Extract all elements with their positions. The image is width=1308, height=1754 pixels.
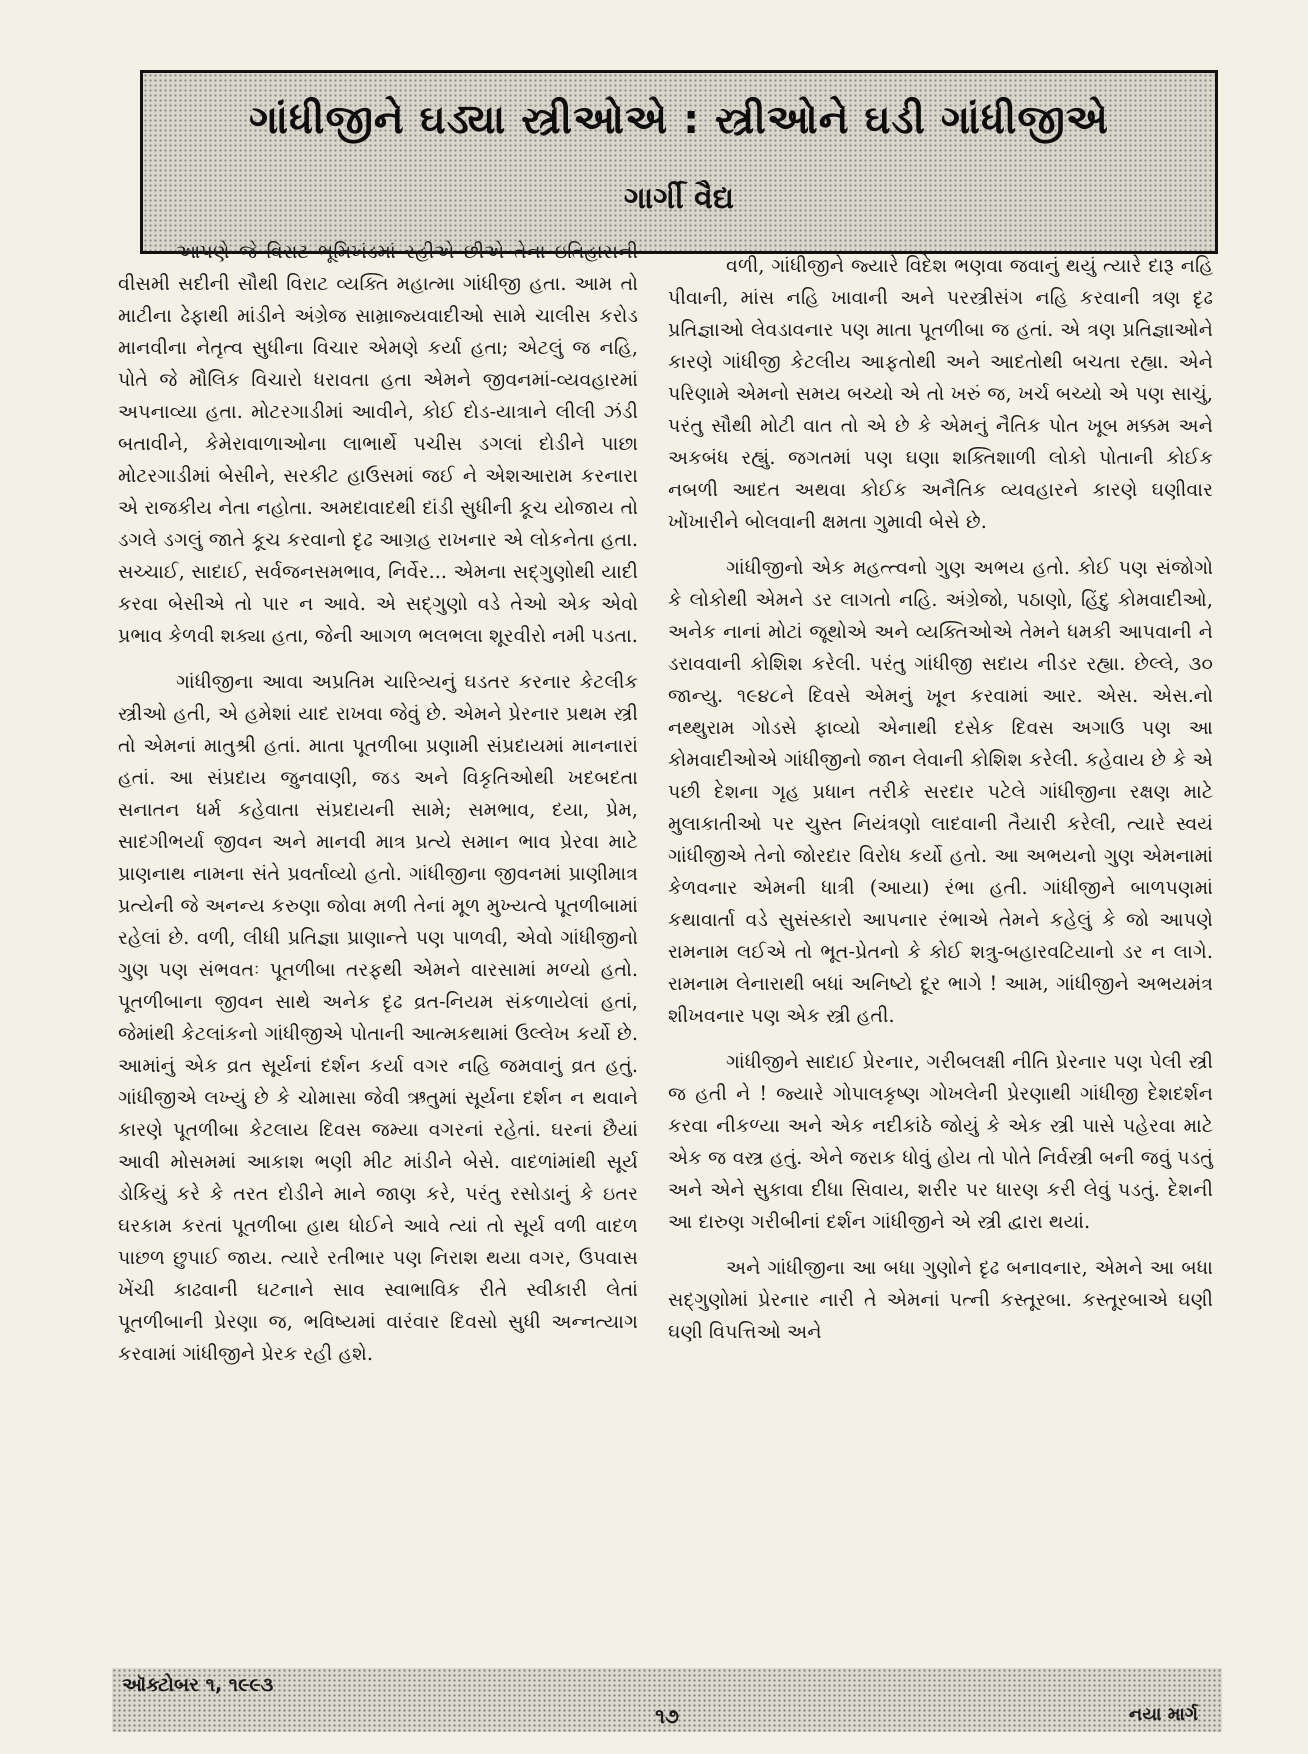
paragraph: અને ગાંધીજીના આ બધા ગુણોને દૃઢ બનાવનાર, એમને આ બધા સદ્‌ગુણોમાં પ્રેરનાર નારી તે એમનાં પત્ની કસ્તૂરબા. કસ્તૂરબાએ ઘણી ઘણી વિપત્તિઓ અને (668, 1256, 1213, 1343)
page-number: ૧૭ (655, 1704, 679, 1728)
title-box (140, 70, 1218, 254)
paragraph: વળી, ગાંધીજીને જ્યારે વિદેશ ભણવા જવાનું થયું ત્યારે દારૂ નહિ પીવાની, માંસ નહિ ખાવાની અને પરસ્ત્રીસંગ નહિ કરવાની ત્રણ દૃઢ પ્રતિજ્ઞાઓ લેવડાવનાર પણ માતા પૂતળીબા જ હતાં. એ ત્રણ પ્રતિજ્ઞાઓને કારણે ગાંધીજી કેટલીય આફતોથી અને આદતોથી બચતા રહ્યા. એને પરિણામે એમનો સમય બચ્યો એ તો ખરું જ, ખર્ચ બચ્યો એ પણ સાચું, પરંતુ સૌથી મોટી વાત તો એ છે કે એમનું નૈતિક પોત ખૂબ મક્કમ અને અકબંધ રહ્યું. જગતમાં પણ ઘણા શક્તિશાળી લોકો પોતાની કોઈક નબળી આદત અથવા કોઈક અનૈતિક વ્યવહારને કારણે ઘણીવાર ખોંખારીને બોલવાની ક્ષમતા ગુમાવી બેસે છે. (668, 254, 1213, 533)
left-column (118, 236, 638, 1384)
right-column (668, 250, 1213, 1362)
page-footer (112, 1668, 1222, 1732)
article-author: ગાર્ગી વૈદ્ય (623, 181, 735, 216)
magazine-name: નયા માર્ગ (1128, 1704, 1198, 1725)
paragraph: આપણે જે વિરાટ ભૂમિખંડમાં રહીએ છીએ તેના ઇતિહાસની વીસમી સદીની સૌથી વિરાટ વ્યક્તિ મહાત્મા ગાંધીજી હતા. આમ તો માટીના ઢેફાથી માંડીને અંગ્રેજ સામ્રાજ્યવાદીઓ સામે ચાલીસ કરોડ માનવીના નેતૃત્વ સુધીના વિચાર એમણે કર્યા હતા; એટલું જ નહિ, પોતે જે મૌલિક વિચારો ધરાવતા હતા એમને જીવનમાં-વ્યવહારમાં અપનાવ્યા હતા. મોટરગાડીમાં આવીને, કોઈ દોડ-યાત્રાને લીલી ઝંડી બતાવીને, કેમેરાવાળાઓના લાભાર્થે પચીસ ડગલાં દોડીને પાછા મોટરગાડીમાં બેસીને, સરકીટ હાઉસમાં જઈ ને એશઆરામ કરનારા એ રાજકીય નેતા નહોતા. અમદાવાદથી દાંડી સુધીની કૂચ યોજાય તો ડગલે ડગલું જાતે કૂચ કરવાનો દૃઢ આગ્રહ રાખનાર એ લોકનેતા હતા. સચ્ચાઈ, સાદાઈ, સર્વજનસમભાવ, નિર્વેર... એમના સદ્‌ગુણોથી યાદી કરવા બેસીએ તો પાર ન આવે. એ સદ્‌ગુણો વડે તેઓ એક એવો પ્રભાવ કેળવી શક્યા હતા, જેની આગળ ભલભલા શૂરવીરો નમી પડતા. (118, 240, 638, 647)
paragraph: ગાંધીજીના આવા અપ્રતિમ ચારિત્ર્યનું ઘડતર કરનાર કેટલીક સ્ત્રીઓ હતી, એ હમેશાં યાદ રાખવા જેવું છે. એમને પ્રેરનાર પ્રથમ સ્ત્રી તો એમનાં માતુશ્રી હતાં. માતા પૂતળીબા પ્રણામી સંપ્રદાયમાં માનનારાં હતાં. આ સંપ્રદાય જુનવાણી, જડ અને વિકૃતિઓથી ખદબદતા સનાતન ધર્મ કહેવાતા સંપ્રદાયની સામે; સમભાવ, દયા, પ્રેમ, સાદગીભર્યા જીવન અને માનવી માત્ર પ્રત્યે સમાન ભાવ પ્રેરવા માટે પ્રાણનાથ નામના સંતે પ્રવર્તાવ્યો હતો. ગાંધીજીના જીવનમાં પ્રાણીમાત્ર પ્રત્યેની જે અનન્ય કરુણા જોવા મળી તેનાં મૂળ મુખ્યત્વે પૂતળીબામાં રહેલાં છે. વળી, લીધી પ્રતિજ્ઞા પ્રાણાન્તે પણ પાળવી, એવો ગાંધીજીનો ગુણ પણ સંભવતઃ પૂતળીબા તરફથી એમને વારસામાં મળ્યો હતો. પૂતળીબાના જીવન સાથે અનેક દૃઢ વ્રત-નિયમ સંકળાયેલાં હતાં, જેમાંથી કેટલાંકનો ગાંધીજીએ પોતાની આત્મકથામાં ઉલ્લેખ કર્યો છે. આમાંનું એક વ્રત સૂર્યનાં દર્શન કર્યા વગર નહિ જમવાનું વ્રત હતું. ગાંધીજીએ લખ્યું છે કે ચોમાસા જેવી ઋતુમાં સૂર્યના દર્શન ન થવાને કારણે પૂતળીબા કેટલાય દિવસ જમ્યા વગરનાં રહેતાં. ઘરનાં છૈયાં આવી મોસમમાં આકાશ ભણી મીટ માંડીને બેસે. વાદળાંમાંથી સૂર્ય ડોકિયું કરે કે તરત દોડીને માને જાણ કરે, પરંતુ રસોડાનું કે ઇતર ઘરકામ કરતાં પૂતળીબા હાથ ધોઈને આવે ત્યાં તો સૂર્ય વળી વાદળ પાછળ છુપાઈ જાય. ત્યારે રતીભાર પણ નિરાશ થયા વગર, ઉપવાસ ખેંચી કાઢવાની ઘટનાને સાવ સ્વાભાવિક રીતે સ્વીકારી લેતાં પૂતળીબાની પ્રેરણા જ, ભવિષ્યમાં વારંવાર દિવસો સુધી અન્નત્યાગ કરવામાં ગાંધીજીને પ્રેરક રહી હશે. (118, 670, 638, 1365)
paragraph: ગાંધીજીનો એક મહત્ત્વનો ગુણ અભય હતો. કોઈ પણ સંજોગો કે લોકોથી એમને ડર લાગતો નહિ. અંગ્રેજો, પઠાણો, હિંદુ કોમવાદીઓ, અનેક નાનાં મોટાં જૂથોએ અને વ્યક્તિઓએ તેમને ધમકી આપવાની ને ડરાવવાની કોશિશ કરેલી. પરંતુ ગાંધીજી સદાય નીડર રહ્યા. છેલ્લે, ૩૦ જાન્યુ. ૧૯૪૮ને દિવસે એમનું ખૂન કરવામાં આર. એસ. એસ.નો નથ્થુરામ ગોડસે ફાવ્યો એનાથી દસેક દિવસ અગાઉ પણ આ કોમવાદીઓએ ગાંધીજીનો જાન લેવાની કોશિશ કરેલી. કહેવાય છે કે એ પછી દેશના ગૃહ પ્રધાન તરીકે સરદાર પટેલે ગાંધીજીના રક્ષણ માટે મુલાકાતીઓ પર ચુસ્ત નિયંત્રણો લાદવાની તૈયારી કરેલી, ત્યારે સ્વયં ગાંધીજીએ તેનો જોરદાર વિરોધ કર્યો હતો. આ અભયનો ગુણ એમનામાં કેળવનાર એમની ધાત્રી (આયા) રંભા હતી. ગાંધીજીને બાળપણમાં કથાવાર્તા વડે સુસંસ્કારો આપનાર રંભાએ તેમને કહેલું કે જો આપણે રામનામ લઈએ તો ભૂત-પ્રેતનો કે કોઈ શત્રુ-બહારવટિયાનો ડર ન લાગે. રામનામ લેનારાથી બધાં અનિષ્ટો દૂર ભાગે ! આમ, ગાંધીજીને અભયમંત્ર શીખવનાર પણ એક સ્ત્રી હતી. (668, 556, 1213, 1027)
article-title: ગાંધીજીને ઘડ્યા સ્ત્રીઓએ : સ્ત્રીઓને ઘડી ગાંધીજીએ (249, 97, 1109, 143)
paragraph: ગાંધીજીને સાદાઈ પ્રેરનાર, ગરીબલક્ષી નીતિ પ્રેરનાર પણ પેલી સ્ત્રી જ હતી ને ! જ્યારે ગોપાલકૃષ્ણ ગોખલેની પ્રેરણાથી ગાંધીજી દેશદર્શન કરવા નીકળ્યા અને એક નદીકાંઠે જોયું કે એક સ્ત્રી પાસે પહેરવા માટે એક જ વસ્ત્ર હતું. એને જરાક ધોવું હોય તો પોતે નિર્વસ્ત્રી બની જવું પડતું અને એને સુકાવા દીધા સિવાય, શરીર પર ધારણ કરી લેવું પડતું. દેશની આ દારુણ ગરીબીનાં દર્શન ગાંધીજીને એ સ્ત્રી દ્વારા થયાં. (668, 1050, 1213, 1233)
issue-date: ઑક્ટોબર ૧, ૧૯૯૩ (122, 1674, 274, 1696)
